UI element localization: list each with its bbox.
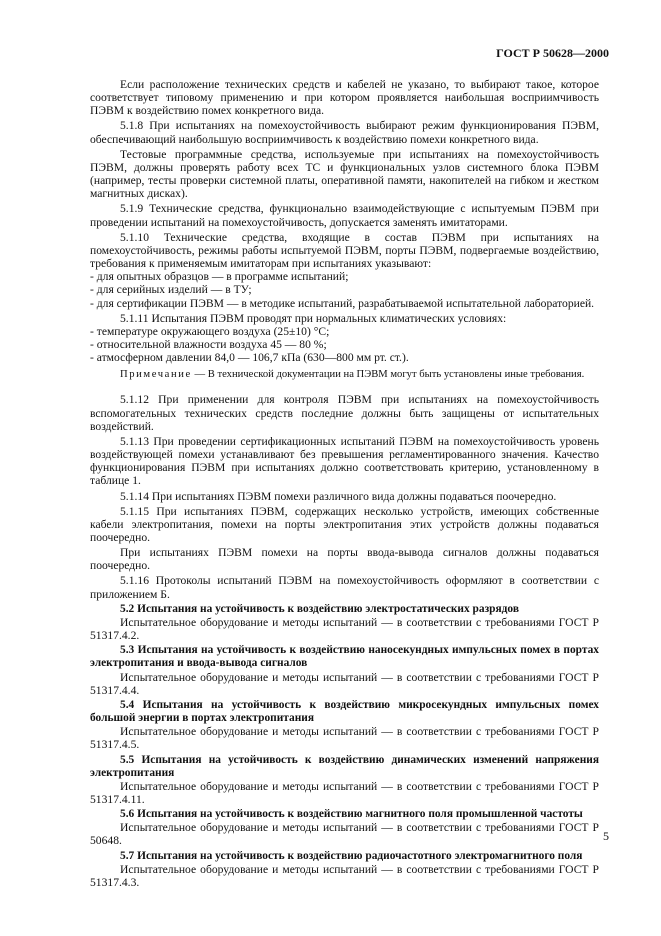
document-body (90, 78, 599, 891)
list-item: - для серийных изделий — в ТУ; (90, 283, 252, 297)
section-heading: 5.2 Испытания на устойчивость к воздействию электростатических разрядов (120, 602, 519, 615)
paragraph: При испытаниях ПЭВМ помехи на порты ввода-вывода сигналов должны подаваться поочередно. (90, 546, 599, 573)
section-text: Испытательное оборудование и методы испытаний — в соответствии с требованиями ГОСТ Р 51317.4.2. (90, 615, 599, 643)
paragraph: 5.1.14 При испытаниях ПЭВМ помехи различного вида должны подаваться поочередно. (120, 489, 557, 503)
paragraph: Если расположение технических средств и кабелей не указано, то выбирают такое, которое соответствует типовому применению и при котором проявляется наибольшая восприимчивость ПЭВМ к воздействию помех конкретного вида. (90, 78, 599, 118)
list-item: - для опытных образцов — в программе испытаний; (90, 270, 349, 284)
list-item: - относительной влажности воздуха 45 — 80 %; (90, 337, 327, 351)
section-text: Испытательное оборудование и методы испытаний — в соответствии с требованиями ГОСТ Р 50648. (90, 821, 599, 848)
section-text: Испытательное оборудование и методы испытаний — в соответствии с требованиями ГОСТ Р 51317.4.3. (90, 862, 599, 889)
paragraph: 5.1.16 Протоколы испытаний ПЭВМ на помехоустойчивость оформляют в соответствии с приложением Б. (90, 574, 599, 601)
paragraph: 5.1.13 При проведении сертификационных испытаний ПЭВМ на помехоустойчивость уровень воздействующей помехи устанавливают без превышения регламентированного значения. Качество функционирования ПЭВМ при испытаниях должно соответствовать критерию, установленному в таблице 1. (90, 434, 599, 488)
note (90, 368, 599, 381)
document-header: ГОСТ Р 50628—2000 (496, 46, 609, 60)
paragraph: 5.1.12 При применении для контроля ПЭВМ при испытаниях на помехоустойчивость вспомогательных технических средств последние должны быть защищены от испытательных воздействий. (90, 393, 599, 433)
section-heading: 5.3 Испытания на устойчивость к воздействию наносекундных импульсных помех в портах электропитания и ввода-вывода сигналов (90, 644, 599, 670)
list-item: - для сертификации ПЭВМ — в методике испытаний, разрабатываемой испытательной лабораторией. (90, 296, 595, 310)
paragraph: 5.1.9 Технические средства, функционально взаимодействующие с испытуемым ПЭВМ при проведении испытаний на помехоустойчивость, допускается заменять имитаторами. (90, 202, 599, 229)
section-heading: 5.7 Испытания на устойчивость к воздействию радиочастотного электромагнитного поля (120, 849, 583, 862)
paragraph: 5.1.15 При испытаниях ПЭВМ, содержащих несколько устройств, имеющих собственные кабели электропитания, помехи на порты электропитания этих устройств должны подаваться поочередно. (90, 504, 599, 544)
section-text: Испытательное оборудование и методы испытаний — в соответствии с требованиями ГОСТ Р 51317.4.5. (90, 725, 599, 752)
paragraph: Тестовые программные средства, используемые при испытаниях на помехоустойчивость ПЭВМ, должны проверять работу всех ТС и функциональных узлов системного блока ПЭВМ (например, тесты проверки системной платы, оперативной памяти, накопителей на гибком и жестком магнитных дисках). (90, 147, 599, 201)
paragraph: 5.1.11 Испытания ПЭВМ проводят при нормальных климатических условиях: (120, 311, 507, 325)
note-text: — В технической документации на ПЭВМ могут быть установлены иные требования. (191, 369, 585, 381)
section-text: Испытательное оборудование и методы испытаний — в соответствии с требованиями ГОСТ Р 51317.4.11. (90, 779, 599, 806)
paragraph: 5.1.10 Технические средства, входящие в состав ПЭВМ при испытаниях на помехоустойчивость, режимы работы испытуемой ПЭВМ, порты ПЭВМ, подвергаемые воздействию, требования к применяемым имитаторам при испытаниях указывают: (90, 230, 599, 271)
page-number: 5 (603, 829, 609, 843)
section-heading: 5.6 Испытания на устойчивость к воздействию магнитного поля промышленной частоты (120, 808, 583, 821)
section-heading: 5.4 Испытания на устойчивость к воздействию микросекундных импульсных помех большой энергии в портах электропитания (90, 698, 599, 725)
section-text: Испытательное оборудование и методы испытаний — в соответствии с требованиями ГОСТ Р 51317.4.4. (90, 670, 599, 697)
section-heading: 5.5 Испытания на устойчивость к воздействию динамических изменений напряжения электропитания (90, 753, 599, 779)
paragraph: 5.1.8 При испытаниях на помехоустойчивость выбирают режим функционирования ПЭВМ, обеспечивающий наибольшую восприимчивость к воздействию помехи конкретного вида. (90, 119, 599, 146)
list-item: - температуре окружающего воздуха (25±10) °С; (90, 324, 330, 338)
note-label: Примечание (120, 369, 192, 381)
list-item: - атмосферном давлении 84,0 — 106,7 кПа (630—800 мм рт. ст.). (90, 351, 409, 365)
